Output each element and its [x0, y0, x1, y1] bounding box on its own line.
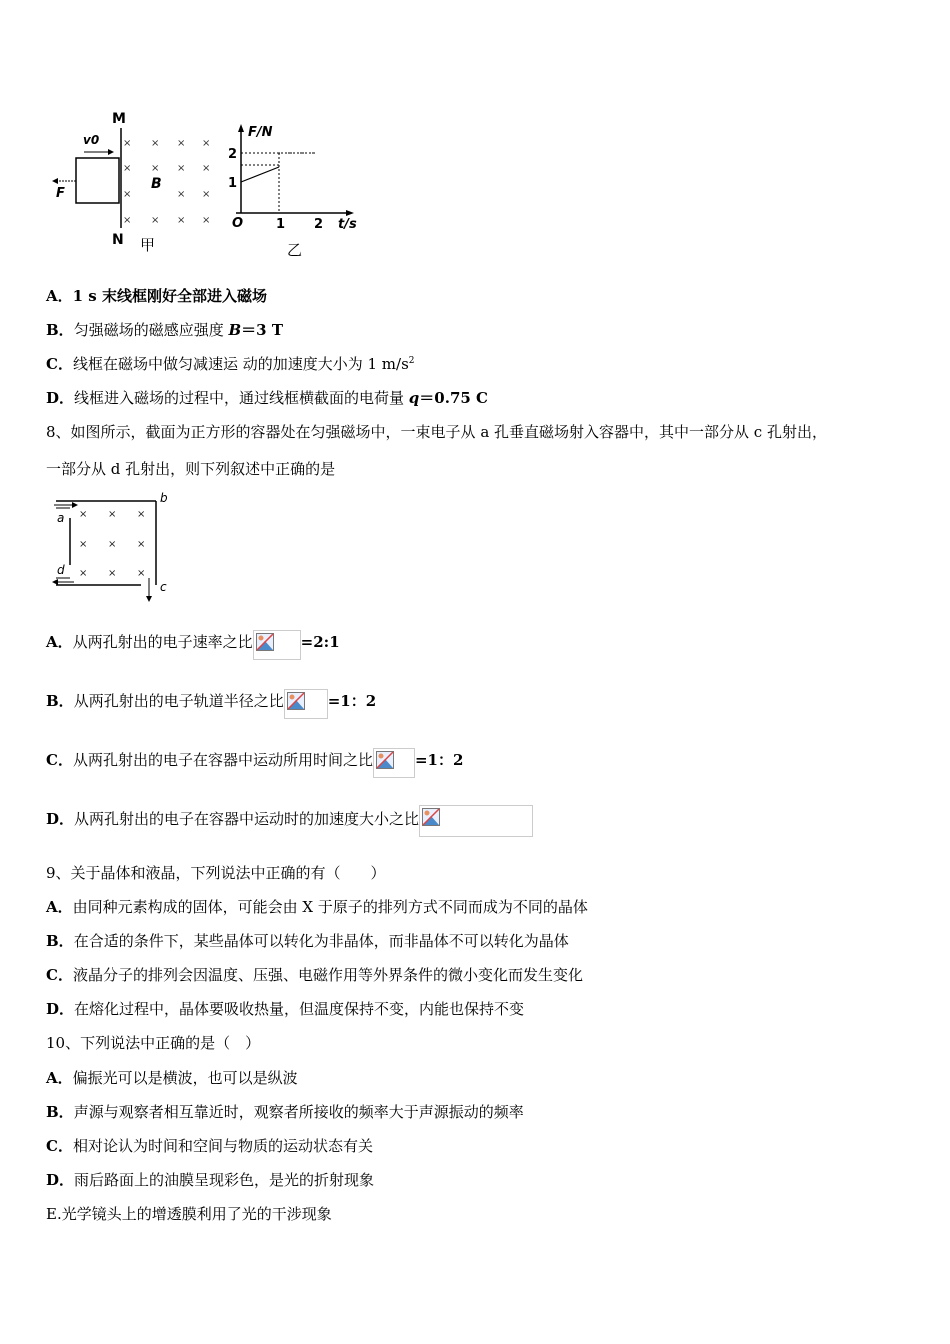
x-axis-label: t/s [338, 217, 357, 232]
q8-stem-line-2: 一部分从 d 孔射出，则下列叙述中正确的是 [46, 460, 336, 478]
svg-text:×: × [202, 138, 211, 149]
q9-c-letter: C． [46, 966, 73, 984]
q7-d-symbol: q [408, 389, 420, 407]
q8-option-a [46, 624, 340, 660]
q9-d-text: 在熔化过程中，晶体要吸收热量，但温度保持不变，内能也保持不变 [74, 1000, 525, 1018]
wire-frame [76, 158, 119, 203]
figure-square-container [50, 490, 180, 610]
q10-option-d [46, 1170, 374, 1190]
figure-yi [228, 124, 357, 259]
q8-c-tail: =1：2 [414, 751, 464, 769]
svg-text:×: × [177, 215, 186, 226]
q7-c-text: 线框在磁场中做匀减速运 动的加速度大小为 1 m/s [72, 355, 409, 373]
caption-yi: 乙 [287, 241, 303, 259]
label-F: F [56, 186, 65, 201]
q7-c-superscript: 2 [408, 356, 415, 366]
q7-d-letter: D． [46, 389, 75, 407]
svg-text:×: × [108, 539, 117, 550]
q10-a-text: 偏振光可以是横波，也可以是纵波 [72, 1069, 298, 1087]
q10-b-letter: B． [46, 1103, 74, 1121]
q7-c-letter: C． [46, 355, 73, 373]
q8-c-letter: C． [46, 751, 73, 769]
svg-text:×: × [137, 568, 146, 579]
q8-b-letter: B． [46, 692, 74, 710]
svg-text:×: × [151, 138, 160, 149]
field-crosses [123, 138, 210, 226]
broken-image-icon [373, 748, 415, 778]
q7-option-b [46, 320, 283, 340]
field-crosses [79, 509, 145, 579]
svg-text:×: × [202, 215, 211, 226]
q10-option-e: E.光学镜头上的增透膜利用了光的干涉现象 [46, 1205, 332, 1223]
svg-text:×: × [202, 163, 211, 174]
q8-option-b [46, 683, 376, 719]
figure-jia [52, 111, 210, 254]
q8-option-d [46, 801, 533, 837]
x-tick-1: 1 [276, 217, 286, 232]
svg-text:×: × [79, 509, 88, 520]
q7-option-d [46, 388, 488, 408]
q10-stem: 10、下列说法中正确的是（ ） [46, 1034, 261, 1052]
label-a: a [57, 511, 65, 525]
q7-b-symbol: B [228, 321, 242, 339]
svg-text:×: × [123, 189, 132, 200]
q10-b-text: 声源与观察者相互靠近时，观察者所接收的频率大于声源振动的频率 [73, 1103, 524, 1121]
q8-a-letter: A． [46, 633, 73, 651]
svg-text:×: × [151, 163, 160, 174]
q8-b-tail: =1：2 [327, 692, 377, 710]
q9-d-letter: D． [46, 1000, 75, 1018]
y-axis-label: F/N [248, 125, 273, 140]
q7-b-tail: ＝3 T [241, 321, 283, 339]
caption-jia: 甲 [140, 236, 156, 254]
q7-b-text: 匀强磁场的磁感应强度 [73, 321, 229, 339]
svg-text:×: × [79, 539, 88, 550]
q9-option-a [46, 897, 588, 917]
svg-text:×: × [202, 189, 211, 200]
label-v0: v0 [83, 133, 100, 147]
svg-text:×: × [177, 163, 186, 174]
svg-text:×: × [177, 138, 186, 149]
label-b: b [160, 491, 168, 505]
label-N: N [112, 232, 124, 248]
q9-a-text: 由同种元素构成的固体，可能会由 X 于原子的排列方式不同而成为不同的晶体 [72, 898, 588, 916]
q9-stem: 9、关于晶体和液晶，下列说法中正确的有（ ） [46, 864, 386, 882]
label-B: B [151, 176, 162, 192]
q9-option-d [46, 999, 524, 1019]
q7-option-c [46, 354, 415, 374]
q10-option-a [46, 1068, 298, 1088]
svg-text:×: × [123, 138, 132, 149]
broken-image-icon [253, 630, 301, 660]
velocity-arrowhead [108, 149, 114, 155]
q8-b-text: 从两孔射出的电子轨道半径之比 [73, 692, 284, 710]
q9-b-text: 在合适的条件下，某些晶体可以转化为非晶体，而非晶体不可以转化为晶体 [73, 932, 569, 950]
q8-c-text: 从两孔射出的电子在容器中运动所用时间之比 [72, 751, 373, 769]
origin-label: O [232, 216, 244, 231]
q9-option-b [46, 931, 569, 951]
q10-d-letter: D． [46, 1171, 75, 1189]
svg-text:×: × [108, 509, 117, 520]
q10-option-c [46, 1136, 373, 1156]
q8-option-c [46, 742, 463, 778]
q7-option-a [46, 286, 267, 306]
q9-a-letter: A． [46, 898, 73, 916]
broken-image-icon [419, 805, 533, 837]
svg-text:×: × [123, 215, 132, 226]
q9-c-text: 液晶分子的排列会因温度、压强、电磁作用等外界条件的微小变化而发生变化 [72, 966, 583, 984]
q10-a-letter: A． [46, 1069, 73, 1087]
q7-d-text: 线框进入磁场的过程中，通过线框横截面的电荷量 [74, 389, 409, 407]
q8-a-text: 从两孔射出的电子速率之比 [72, 633, 253, 651]
q7-a-letter: A． [46, 287, 73, 305]
svg-text:×: × [137, 539, 146, 550]
svg-text:×: × [79, 568, 88, 579]
q8-d-letter: D． [46, 810, 75, 828]
q9-b-letter: B． [46, 932, 74, 950]
q10-c-text: 相对论认为时间和空间与物质的运动状态有关 [72, 1137, 373, 1155]
y-tick-1: 1 [228, 176, 238, 191]
q7-a-text: 1 s 末线框刚好全部进入磁场 [72, 287, 267, 305]
y-axis-arrowhead [238, 124, 244, 132]
force-line [241, 167, 279, 182]
x-tick-2: 2 [314, 217, 324, 232]
q8-stem-line-1: 8、如图所示，截面为正方形的容器处在匀强磁场中，一束电子从 a 孔垂直磁场射入容器中，其中一部分从 c 孔射出， [46, 423, 827, 441]
q8-d-text: 从两孔射出的电子在容器中运动时的加速度大小之比 [74, 810, 420, 828]
svg-text:×: × [123, 163, 132, 174]
figure-magnetic-field-and-graph [50, 108, 370, 260]
q7-d-tail: ＝0.75 C [419, 389, 488, 407]
force-arrowhead [52, 178, 58, 184]
y-tick-2: 2 [228, 147, 238, 162]
label-d: d [57, 563, 65, 577]
q10-option-b [46, 1102, 524, 1122]
q7-b-letter: B． [46, 321, 74, 339]
svg-text:×: × [177, 189, 186, 200]
q10-c-letter: C． [46, 1137, 73, 1155]
svg-text:×: × [137, 509, 146, 520]
q8-a-tail: =2:1 [300, 633, 340, 651]
label-c: c [160, 580, 167, 594]
x-axis-arrowhead [346, 210, 354, 216]
svg-text:×: × [151, 215, 160, 226]
svg-text:×: × [108, 568, 117, 579]
broken-image-icon [284, 689, 328, 719]
q10-d-text: 雨后路面上的油膜呈现彩色，是光的折射现象 [74, 1171, 375, 1189]
label-M: M [112, 111, 126, 127]
q9-option-c [46, 965, 583, 985]
